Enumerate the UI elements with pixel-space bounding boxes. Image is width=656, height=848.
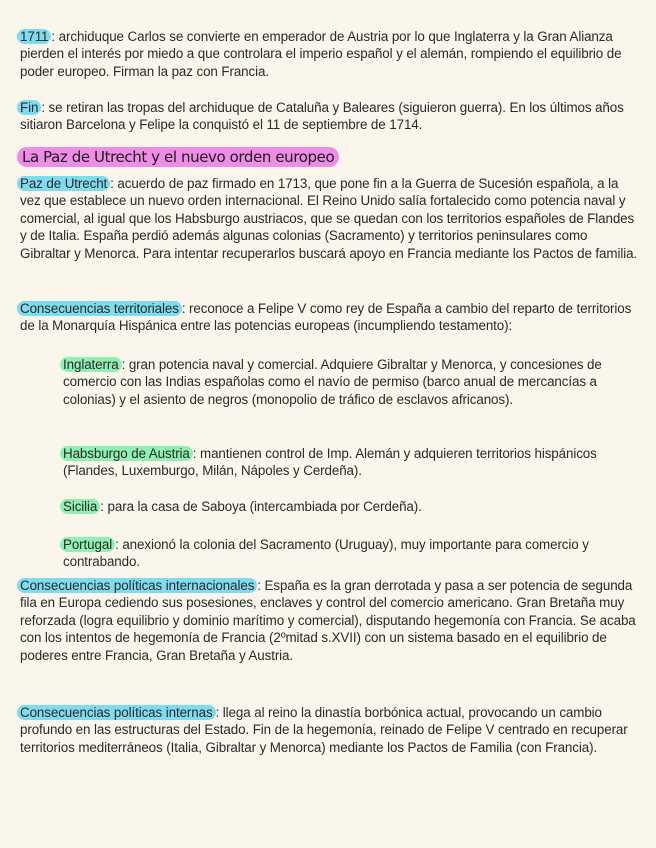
term-1711: 1711 (17, 29, 51, 44)
paragraph-portugal (63, 536, 638, 571)
paragraph-habsburgo (63, 445, 638, 480)
term-paz-utrecht: Paz de Utrecht (17, 176, 110, 191)
paragraph-paz-utrecht (20, 175, 638, 262)
text-1711: : archiduque Carlos se convierte en emperador de Austria por lo que Inglaterra y la Gran Alianza pierden el interés por miedo a que controlara el imperio español y el alemán, rompiendo el equilibrio de poder europeo. Firman la paz con Francia. (20, 29, 622, 79)
text-sicilia: : para la casa de Saboya (intercambiada por Cerdeña). (100, 499, 422, 514)
text-fin: : se retiran las tropas del archiduque de Cataluña y Baleares (siguieron guerra). En los últimos años sitiaron Barcelona y Felipe la conquistó el 11 de septiembre de 1714. (20, 100, 624, 133)
term-politicas-internas: Consecuencias políticas internas (17, 705, 216, 720)
term-inglaterra: Inglaterra (60, 357, 122, 372)
paragraph-1711 (20, 28, 638, 80)
text-consecuencias-territoriales: : reconoce a Felipe V como rey de España a cambio del reparto de territorios de la Monarquía Hispánica entre las potencias europeas (incumpliendo testamento): (20, 301, 632, 334)
paragraph-consecuencias-territoriales (20, 300, 638, 335)
term-consecuencias-territoriales: Consecuencias territoriales (17, 301, 182, 316)
text-inglaterra: : gran potencia naval y comercial. Adquiere Gibraltar y Menorca, y concesiones de comercio con las Indias españolas como el navío de permiso (barco anual de mercancías a colonias) y el asiento de negros (monopolio de tráfico de esclavos africanos). (63, 357, 602, 407)
paragraph-inglaterra (63, 356, 638, 408)
paragraph-fin (20, 99, 638, 134)
paragraph-sicilia (63, 498, 638, 515)
text-paz-utrecht: : acuerdo de paz firmado en 1713, que pone fin a la Guerra de Sucesión española, a la vez que establece un nuevo orden internacional. El Reino Unido salía fortalecido como potencia naval y comercial, al igual que los Habsburgo austriacos, que se quedan con los territorios españoles de Flandes y de Italia. España perdió además algunas colonias (Sacramento) y territorios peninsulares como Gibraltar y Menorca. Para intentar recuperarlos buscará apoyo en Francia mediante los Pactos de familia. (20, 176, 638, 261)
term-sicilia: Sicilia (60, 499, 100, 514)
paragraph-politicas-internacionales (20, 577, 638, 664)
text-habsburgo: : mantienen control de Imp. Alemán y adquieren territorios hispánicos (Flandes, Luxemburgo, Milán, Nápoles y Cerdeña). (63, 446, 597, 479)
term-politicas-internacionales: Consecuencias políticas internacionales (17, 578, 257, 593)
term-fin: Fin (17, 100, 41, 115)
section-heading: La Paz de Utrecht y el nuevo orden europeo (17, 147, 339, 167)
term-portugal: Portugal (60, 537, 115, 552)
text-politicas-internas: : llega al reino la dinastía borbónica actual, provocando un cambio profundo en las estructuras del Estado. Fin de la hegemonía, reinado de Felipe V centrado en recuperar territorios mediterráneos (Italia, Gibraltar y Menorca) mediante los Pactos de Familia (con Francia). (20, 705, 628, 755)
text-politicas-internacionales: : España es la gran derrotada y pasa a ser potencia de segunda fila en Europa cediendo sus posesiones, enclaves y control del comercio americano. Gran Bretaña muy reforzada (logra equilibrio y dominio marítimo y comercial), disputando hegemonía con Francia. Se acaba con los intentos de hegemonía de Francia (2ºmitad s.XVII) con un sistema basado en el equilibrio de poderes entre Francia, Gran Bretaña y Austria. (20, 578, 636, 663)
term-habsburgo: Habsburgo de Austria (60, 446, 193, 461)
paragraph-politicas-internas (20, 704, 638, 756)
text-portugal: : anexionó la colonia del Sacramento (Uruguay), muy importante para comercio y contrabando. (63, 537, 589, 570)
